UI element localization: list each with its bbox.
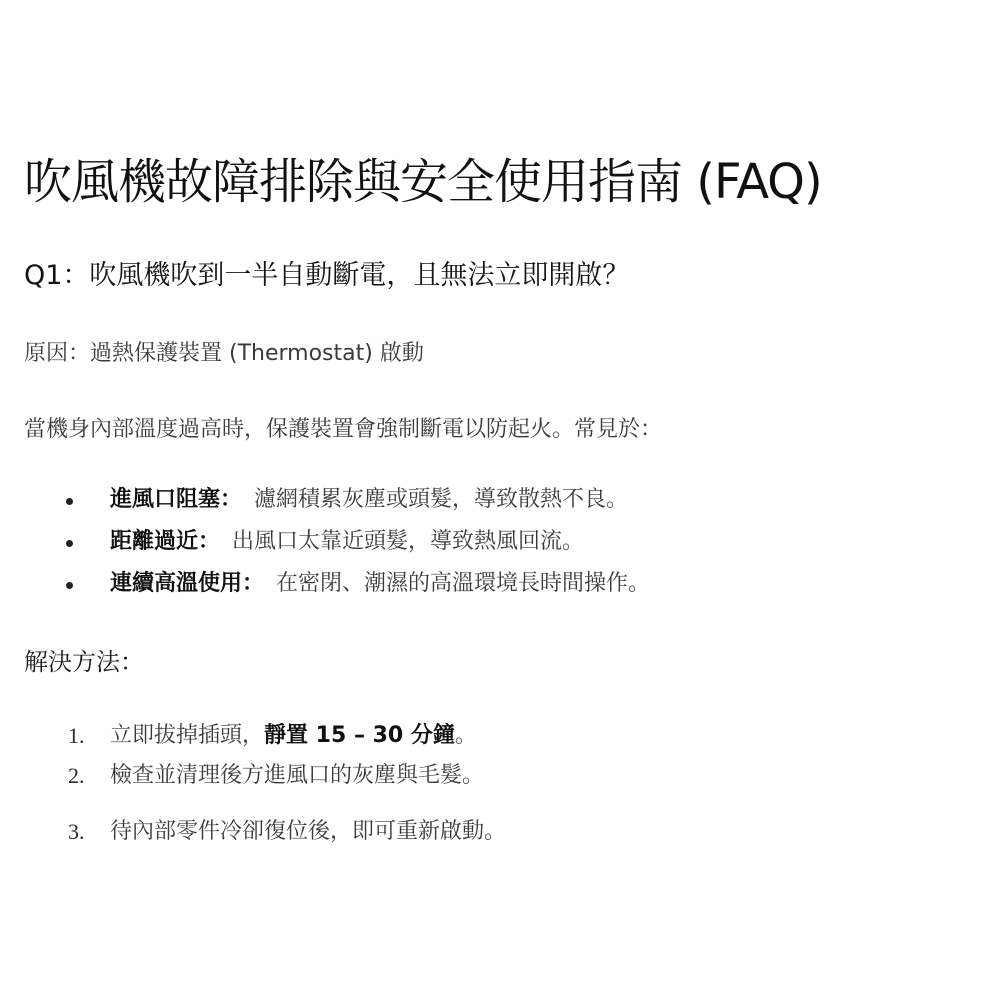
- bullet-icon: [66, 540, 73, 547]
- step-number: 2.: [68, 763, 85, 788]
- page-title: 吹風機故障排除與安全使用指南 (FAQ): [24, 154, 822, 210]
- list-item-text: 出風口太靠近頭髮，導致熱風回流。: [232, 529, 585, 554]
- step-item: [60, 718, 506, 758]
- list-item-text: 在密閉、潮濕的高溫環境長時間操作。: [276, 571, 651, 596]
- step-number: 1.: [68, 723, 85, 748]
- causes-list: [60, 482, 650, 608]
- question-heading: Q1：吹風機吹到一半自動斷電，且無法立即開啟？: [24, 260, 630, 291]
- solution-heading: 解決方法：: [24, 648, 144, 676]
- list-item-text: 濾網積累灰塵或頭髮，導致散熱不良。: [254, 487, 629, 512]
- explanation-paragraph: 當機身內部溫度過高時，保護裝置會強制斷電以防起火。常見於：: [24, 417, 663, 442]
- list-item: [60, 524, 650, 566]
- step-emphasis: 靜置 15 – 30 分鐘: [264, 723, 455, 748]
- cause-line: 原因：過熱保護裝置 (Thermostat) 啟動: [24, 341, 424, 366]
- step-text-end: 。: [454, 723, 477, 748]
- step-text: 檢查並清理後方進風口的灰塵與毛髮。: [110, 763, 485, 788]
- list-item-lead: 距離過近：: [110, 529, 221, 554]
- step-number: 3.: [68, 819, 85, 844]
- step-item: [60, 814, 506, 854]
- step-item: [60, 758, 506, 814]
- list-item-lead: 連續高溫使用：: [110, 571, 265, 596]
- list-item: [60, 482, 650, 524]
- bullet-icon: [66, 498, 73, 505]
- step-text: 待內部零件冷卻復位後，即可重新啟動。: [110, 819, 507, 844]
- list-item-lead: 進風口阻塞：: [110, 487, 243, 512]
- solution-steps: [60, 718, 506, 854]
- step-text: 立即拔掉插頭，: [110, 723, 265, 748]
- list-item: [60, 566, 650, 608]
- bullet-icon: [66, 582, 73, 589]
